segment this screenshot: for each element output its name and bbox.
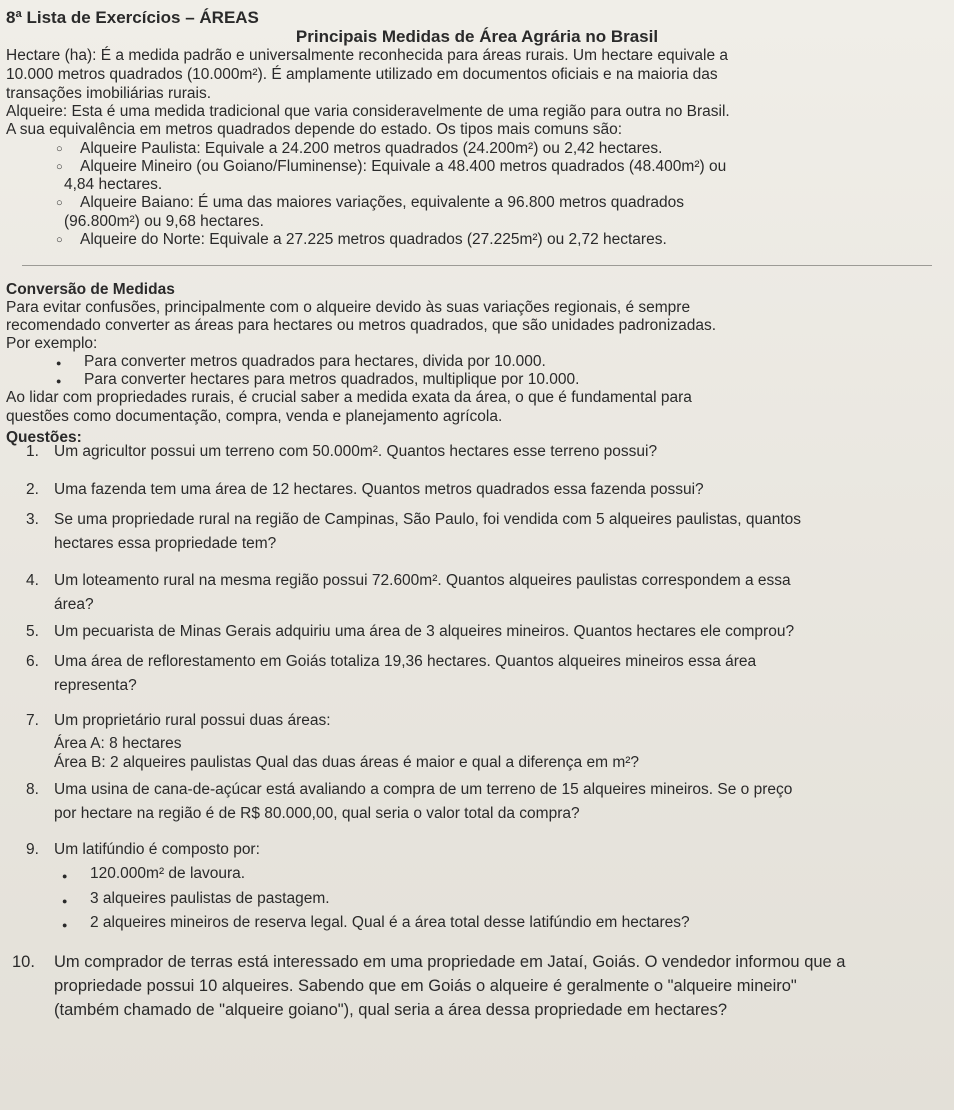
example-2: ● Para converter hectares para metros quadrados, multiplique por 10.000. <box>84 370 579 389</box>
q9-item-1: ● 120.000m² de lavoura. <box>90 863 245 885</box>
list-title: 8ª Lista de Exercícios – ÁREAS <box>6 8 259 27</box>
area-b: Área B: 2 alqueires paulistas Qual das duas áreas é maior e qual a diferença em m²? <box>54 754 640 771</box>
question-number: 1. <box>26 443 39 460</box>
question-6 <box>6 650 946 698</box>
question-9 <box>6 838 946 862</box>
type-mineiro-cont: 4,84 hectares. <box>64 176 163 193</box>
question-text: Um latifúndio é composto por: <box>54 841 260 858</box>
question-number: 3. <box>26 511 39 528</box>
question-7 <box>6 711 946 772</box>
question-text: Se uma propriedade rural na região de Campinas, São Paulo, foi vendida com 5 alqueires paulistas, quantos <box>54 511 802 528</box>
conversion-line-1: Para evitar confusões, principalmente com o alqueire devido às suas variações regionais, é sempre <box>6 299 691 316</box>
question-number: 8. <box>26 781 39 798</box>
question-text: Uma usina de cana-de-açúcar está avaliando a compra de um terreno de 15 alqueires mineiros. Se o preço <box>54 781 793 798</box>
question-3 <box>6 508 946 556</box>
section-divider <box>22 265 932 266</box>
question-text: Uma fazenda tem uma área de 12 hectares. Quantos metros quadrados essa fazenda possui? <box>54 481 704 498</box>
question-5 <box>6 620 946 644</box>
question-text-cont: hectares essa propriedade tem? <box>54 535 277 552</box>
q9-item-3: ● 2 alqueires mineiros de reserva legal. Qual é a área total desse latifúndio em hectares? <box>90 912 690 934</box>
type-paulista: ○ Alqueire Paulista: Equivale a 24.200 metros quadrados (24.200m²) ou 2,42 hectares. <box>80 139 662 158</box>
question-1 <box>6 440 946 464</box>
closing-line-2: questões como documentação, compra, venda e planejamento agrícola. <box>6 408 503 425</box>
question-text-cont: por hectare na região é de R$ 80.000,00, qual seria o valor total da compra? <box>54 805 580 822</box>
question-4 <box>6 569 946 617</box>
question-text: Um comprador de terras está interessado em uma propriedade em Jataí, Goiás. O vendedor informou que a <box>54 953 846 971</box>
type-baiano: ○ Alqueire Baiano: É uma das maiores variações, equivalente a 96.800 metros quadrados <box>80 193 684 212</box>
question-text: Um pecuarista de Minas Gerais adquiriu uma área de 3 alqueires mineiros. Quantos hectares ele comprou? <box>54 623 795 640</box>
area-a: Área A: 8 hectares <box>54 735 182 752</box>
q9-item-2: ● 3 alqueires paulistas de pastagem. <box>90 888 330 910</box>
question-text: Uma área de reflorestamento em Goiás totaliza 19,36 hectares. Quantos alqueires mineiros essa área <box>54 653 757 670</box>
question-number: 6. <box>26 653 39 670</box>
question-text: Um agricultor possui um terreno com 50.000m². Quantos hectares esse terreno possui? <box>54 443 658 460</box>
conversion-heading: Conversão de Medidas <box>6 281 175 298</box>
question-number: 9. <box>26 841 39 858</box>
type-mineiro: ○ Alqueire Mineiro (ou Goiano/Fluminense): Equivale a 48.400 metros quadrados (48.400m²) ou <box>80 157 726 176</box>
question-text-cont: (também chamado de "alqueire goiano"), qual seria a área dessa propriedade em hectares? <box>54 1001 728 1019</box>
type-baiano-cont: (96.800m²) ou 9,68 hectares. <box>64 213 264 230</box>
questions-heading: Questões: <box>6 429 82 446</box>
question-text-cont: área? <box>54 596 94 613</box>
question-number: 10. <box>12 953 35 971</box>
question-text: Um loteamento rural na mesma região possui 72.600m². Quantos alqueires paulistas correspondem a essa <box>54 572 791 589</box>
question-10 <box>6 950 946 1022</box>
question-text-cont: propriedade possui 10 alqueires. Sabendo que em Goiás o alqueire é geralmente o "alqueire mineiro" <box>54 977 797 995</box>
example-1: ● Para converter metros quadrados para hectares, divida por 10.000. <box>84 352 546 371</box>
question-text: Um proprietário rural possui duas áreas: <box>54 712 331 729</box>
question-number: 4. <box>26 572 39 589</box>
alqueire-line-1: Alqueire: Esta é uma medida tradicional que varia consideravelmente de uma região para outra no Brasil. <box>6 103 730 120</box>
hectare-line-3: transações imobiliárias rurais. <box>6 85 212 102</box>
example-label: Por exemplo: <box>6 335 98 352</box>
question-8 <box>6 778 946 826</box>
question-number: 5. <box>26 623 39 640</box>
question-2 <box>6 478 946 502</box>
question-number: 2. <box>26 481 39 498</box>
type-norte: ○ Alqueire do Norte: Equivale a 27.225 metros quadrados (27.225m²) ou 2,72 hectares. <box>80 230 667 249</box>
hectare-line-1: Hectare (ha): É a medida padrão e universalmente reconhecida para áreas rurais. Um hectare equivale a <box>6 47 728 64</box>
document-title: Principais Medidas de Área Agrária no Brasil <box>295 27 659 46</box>
conversion-line-2: recomendado converter as áreas para hectares ou metros quadrados, que são unidades padronizadas. <box>6 317 717 334</box>
hectare-line-2: 10.000 metros quadrados (10.000m²). É amplamente utilizado em documentos oficiais e na maioria das <box>6 66 718 83</box>
alqueire-line-2: A sua equivalência em metros quadrados depende do estado. Os tipos mais comuns são: <box>6 121 623 138</box>
closing-line-1: Ao lidar com propriedades rurais, é crucial saber a medida exata da área, o que é fundamental para <box>6 389 692 406</box>
question-text-cont: representa? <box>54 677 137 694</box>
question-number: 7. <box>26 712 39 729</box>
